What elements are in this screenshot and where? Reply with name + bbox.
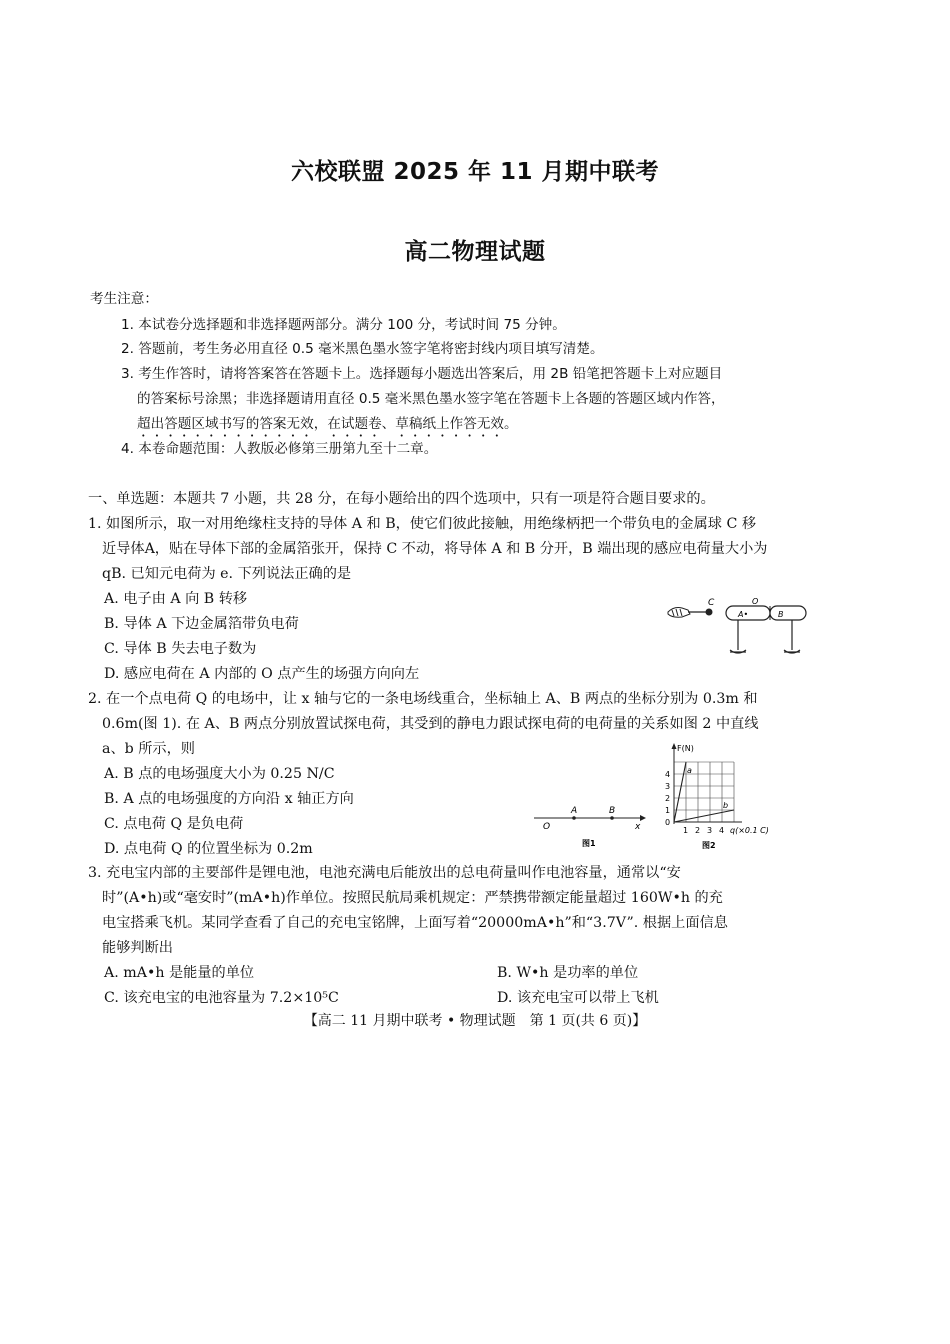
x-tick-4: 4 — [719, 826, 725, 835]
notice-item-3-line-3 — [137, 412, 518, 440]
y-axis-label: F(N) — [677, 744, 694, 753]
x-tick-labels — [683, 826, 724, 835]
q2-stem-line-3: a、b 所示，则 — [102, 741, 195, 757]
notice-item-2: 2. 答题前，考生务必用直径 0.5 毫米黑色墨水签字笔将密封线内项目填写清楚。 — [121, 341, 604, 357]
label-a: A• — [738, 610, 749, 619]
label-point-b: B — [609, 806, 616, 816]
q3-stem-line-3: 电宝搭乘飞机。某同学查看了自己的充电宝铭牌，上面写着“20000mA•h”和“3.7V”. 根据上面信息 — [102, 915, 728, 931]
notice-item-1: 1. 本试卷分选择题和非选择题两部分。满分 100 分，考试时间 75 分钟。 — [121, 317, 566, 333]
notice-period: 。 — [504, 416, 518, 432]
notice-item-3-line-2: 的答案标号涂黑；非选择题请用直径 0.5 毫米黑色墨水签字笔在答题卡上各题的答题区域内作答， — [137, 391, 725, 407]
label-point-a: A — [571, 806, 578, 816]
y-axis-arrow — [672, 743, 677, 749]
notice-heading: 考生注意： — [90, 291, 158, 307]
q3-stem-line-4: 能够判断出 — [102, 940, 173, 956]
q2-option-b: B. A 点的电场强度的方向沿 x 轴正方向 — [104, 791, 354, 807]
label-b: B — [778, 610, 784, 619]
q1-stem-line-1: 1. 如图所示，取一对用绝缘柱支持的导体 A 和 B，使它们彼此接触，用绝缘柄把一个带负电的金属球 C 移 — [88, 516, 757, 532]
x-tick-2: 2 — [695, 826, 701, 835]
q1-figure — [664, 594, 864, 660]
line-b — [674, 810, 734, 822]
section-heading: 一、单选题：本题共 7 小题，共 28 分，在每小题给出的四个选项中，只有一项是符合题目要求的。 — [88, 491, 715, 507]
q1-stem-line-3: qB. 已知元电荷为 e. 下列说法正确的是 — [102, 566, 352, 582]
q3-option-a: A. mA•h 是能量的单位 — [104, 965, 255, 981]
label-x: x — [635, 822, 641, 832]
q2-figure-2 — [662, 742, 777, 852]
metal-ball-c — [706, 609, 713, 616]
notice-emphasis-1: 超出答题区域书写的答案无效， — [137, 416, 328, 432]
y-tick-labels — [665, 770, 670, 827]
q3-option-b: B. W•h 是功率的单位 — [497, 965, 639, 981]
y-tick-1: 1 — [665, 806, 671, 815]
point-a — [572, 816, 576, 820]
q1-stem-line-2: 近导体A，贴在导体下部的金属箔张开，保持 C 不动，将导体 A 和 B 分开，B 端出现的感应电荷量大小为 — [102, 541, 768, 557]
q3-option-c: C. 该充电宝的电池容量为 7.2×10⁵C — [104, 990, 339, 1006]
q1-option-c: C. 导体 B 失去电子数为 — [104, 641, 257, 657]
exam-title: 六校联盟 2025 年 11 月期中联考 — [290, 159, 660, 185]
q3-stem-line-2: 时”(A•h)或“毫安时”(mA•h)作单位。按照民航局乘机规定：严禁携带额定能量超过 160W•h 的充 — [102, 890, 723, 906]
q2-stem-line-2: 0.6m(图 1). 在 A、B 两点分别放置试探电荷，其受到的静电力跟试探电荷的电荷量的关系如图 2 中直线 — [102, 716, 759, 732]
x-axis-arrow — [640, 815, 646, 821]
label-origin: O — [543, 822, 551, 832]
notice-item-4: 4. 本卷命题范围：人教版必修第三册第九至十二章。 — [121, 441, 438, 457]
line-a — [674, 762, 686, 822]
x-tick-3: 3 — [707, 826, 713, 835]
label-line-b: b — [723, 801, 729, 810]
exam-subtitle: 高二物理试题 — [404, 239, 546, 265]
q3-option-d: D. 该充电宝可以带上飞机 — [497, 990, 659, 1006]
figure-1-caption: 图1 — [582, 839, 596, 848]
notice-item-3: 3. 考生作答时，请将答案答在答题卡上。选择题每小题选出答案后，用 2B 铅笔把答题卡上对应题目 — [121, 366, 723, 382]
grid — [674, 762, 734, 822]
y-tick-3: 3 — [665, 782, 671, 791]
x-tick-1: 1 — [683, 826, 689, 835]
q3-stem-line-1: 3. 充电宝内部的主要部件是锂电池，电池充满电后能放出的总电荷量叫作电池容量，通常以“安 — [88, 865, 681, 881]
y-tick-2: 2 — [665, 794, 671, 803]
label-c: C — [708, 598, 715, 608]
q2-stem-line-1: 2. 在一个点电荷 Q 的电场中，让 x 轴与它的一条电场线重合，坐标轴上 A、B 两点的坐标分别为 0.3m 和 — [88, 691, 758, 707]
x-axis-label: q(×0.1 C) — [730, 826, 769, 835]
label-o: O — [752, 597, 759, 606]
notice-emphasis-2: 在试题卷、草稿纸上作答无效 — [327, 416, 505, 432]
page-footer: 【高二 11 月期中联考 • 物理试题 第 1 页(共 6 页)】 — [303, 1013, 647, 1029]
y-tick-4: 4 — [665, 770, 671, 779]
q2-figure-1 — [530, 800, 650, 852]
q1-option-b: B. 导体 A 下边金属箔带负电荷 — [104, 616, 299, 632]
q2-option-a: A. B 点的电场强度大小为 0.25 N/C — [104, 766, 335, 782]
figure-2-caption: 图2 — [702, 841, 716, 850]
q1-option-d: D. 感应电荷在 A 内部的 O 点产生的场强方向向左 — [104, 666, 420, 682]
q2-option-c: C. 点电荷 Q 是负电荷 — [104, 816, 244, 832]
label-line-a: a — [687, 766, 692, 775]
y-tick-0: 0 — [665, 818, 671, 827]
point-b — [610, 816, 614, 820]
q1-option-a: A. 电子由 A 向 B 转移 — [104, 591, 248, 607]
insulating-stands — [730, 620, 800, 653]
hand-illustration — [668, 608, 690, 618]
conductor-b — [770, 606, 806, 620]
q2-option-d: D. 点电荷 Q 的位置坐标为 0.2m — [104, 841, 313, 857]
